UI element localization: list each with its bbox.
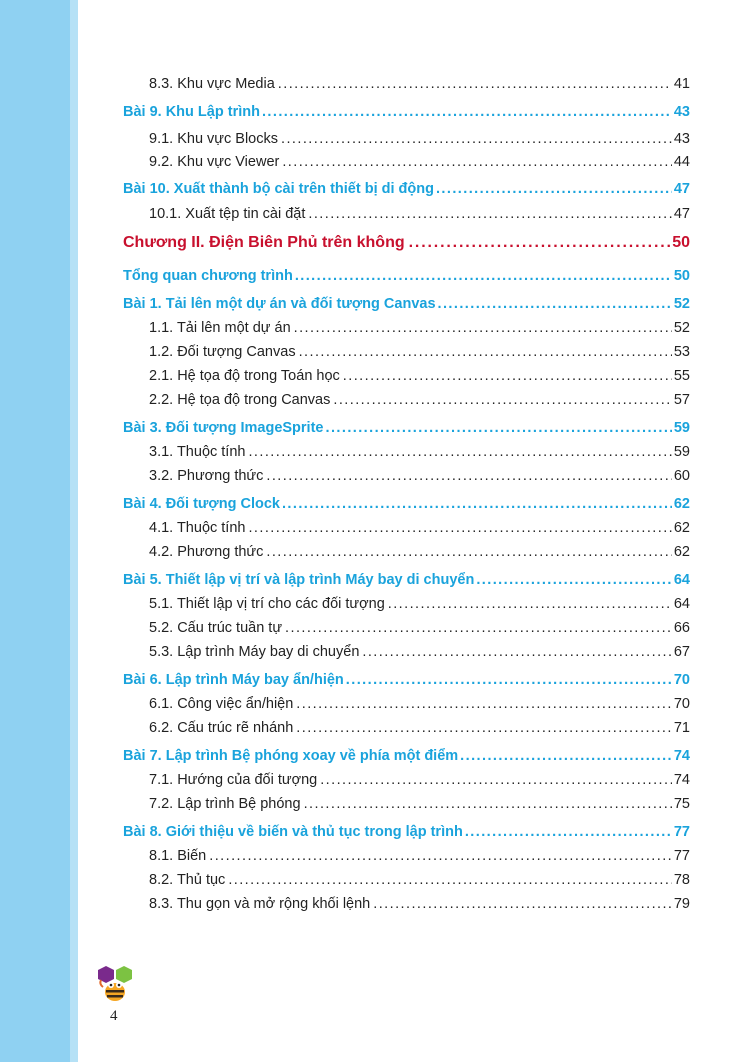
toc-entry-page: 75	[673, 796, 690, 812]
toc-dot-leader	[320, 772, 672, 788]
toc-entry-page: 50	[672, 234, 690, 251]
toc-dot-leader	[296, 696, 672, 712]
page-number: 4	[110, 1008, 118, 1024]
toc-entry-lesson	[123, 818, 690, 840]
toc-entry-title: 8.3. Thu gọn và mở rộng khối lệnh	[149, 896, 371, 912]
toc-entry-sub	[149, 514, 690, 536]
toc-entry-title: Bài 6. Lập trình Máy bay ẩn/hiện	[123, 672, 344, 688]
toc-entry-title: 10.1. Xuất tệp tin cài đặt	[149, 206, 306, 222]
toc-dot-leader	[278, 76, 672, 92]
toc-entry-page: 57	[673, 392, 690, 408]
toc-entry-title: Bài 1. Tải lên một dự án và đối tượng Canvas	[123, 296, 436, 312]
toc-entry-page: 67	[673, 644, 690, 660]
toc-dot-leader	[438, 296, 672, 312]
toc-entry-sub	[149, 438, 690, 460]
toc-entry-page: 55	[673, 368, 690, 384]
toc-entry-title: Bài 8. Giới thiệu về biến và thủ tục trong lập trình	[123, 824, 463, 840]
toc-entry-title: 2.1. Hệ tọa độ trong Toán học	[149, 368, 340, 384]
toc-entry-page: 47	[673, 206, 690, 222]
toc-entry-title: Chương II. Điện Biên Phủ trên không	[123, 234, 405, 251]
toc-entry-sub	[149, 386, 690, 408]
toc-entry-page: 64	[673, 596, 690, 612]
toc-entry-title: 6.2. Cấu trúc rẽ nhánh	[149, 720, 294, 736]
toc-entry-page: 59	[673, 420, 690, 436]
toc-entry-sub	[149, 690, 690, 712]
toc-entry-chapter	[123, 230, 690, 252]
toc-dot-leader	[266, 544, 671, 560]
toc-entry-sub	[149, 590, 690, 612]
toc-entry-title: 1.1. Tải lên một dự án	[149, 320, 291, 336]
toc-dot-leader	[281, 131, 672, 147]
toc-dot-leader	[460, 748, 672, 764]
toc-entry-lesson	[123, 566, 690, 588]
toc-entry-title: Bài 9. Khu Lập trình	[123, 104, 260, 120]
toc-dot-leader	[325, 420, 671, 436]
toc-dot-leader	[262, 104, 672, 120]
toc-entry-sub	[149, 714, 690, 736]
toc-entry-title: 9.2. Khu vực Viewer	[149, 154, 280, 170]
toc-dot-leader	[248, 520, 671, 536]
toc-entry-page: 62	[673, 496, 690, 512]
toc-entry-page: 59	[673, 444, 690, 460]
toc-dot-leader	[308, 206, 671, 222]
toc-entry-page: 47	[673, 181, 690, 197]
toc-entry-title: 3.1. Thuộc tính	[149, 444, 246, 460]
toc-entry-title: Bài 7. Lập trình Bệ phóng xoay về phía một điểm	[123, 748, 459, 764]
toc-entry-page: 62	[673, 520, 690, 536]
toc-entry-page: 41	[673, 76, 690, 92]
toc-entry-page: 70	[673, 696, 690, 712]
toc-entry-title: 8.3. Khu vực Media	[149, 76, 275, 92]
toc-entry-title: Bài 5. Thiết lập vị trí và lập trình Máy bay di chuyển	[123, 572, 475, 588]
toc-entry-page: 78	[673, 872, 690, 888]
left-color-strip	[0, 0, 78, 1062]
toc-dot-leader	[388, 596, 672, 612]
toc-entry-page: 70	[673, 672, 690, 688]
toc-dot-leader	[304, 796, 672, 812]
toc-entry-lesson	[123, 742, 690, 764]
toc-entry-sub	[149, 125, 690, 147]
toc-dot-leader	[333, 392, 671, 408]
toc-entry-page: 52	[673, 320, 690, 336]
toc-entry-sub	[149, 314, 690, 336]
toc-entry-sub	[149, 866, 690, 888]
toc-entry-page: 44	[673, 154, 690, 170]
toc-entry-lesson	[123, 490, 690, 512]
toc-entry-title: 7.1. Hướng của đối tượng	[149, 772, 318, 788]
toc-entry-title: Bài 10. Xuất thành bộ cài trên thiết bị di động	[123, 181, 434, 197]
table-of-contents	[123, 0, 690, 1062]
toc-entry-title: 1.2. Đối tượng Canvas	[149, 344, 296, 360]
toc-dot-leader	[209, 848, 672, 864]
toc-entry-lesson	[123, 290, 690, 312]
toc-dot-leader	[343, 368, 672, 384]
bee-logo-icon	[96, 964, 136, 1004]
toc-entry-title: 6.1. Công việc ẩn/hiện	[149, 696, 294, 712]
toc-entry-sub	[149, 462, 690, 484]
toc-dot-leader	[248, 444, 671, 460]
toc-entry-sub	[149, 766, 690, 788]
toc-entry-sub	[149, 790, 690, 812]
toc-dot-leader	[296, 720, 672, 736]
toc-entry-title: 5.2. Cấu trúc tuần tự	[149, 620, 283, 636]
toc-entry-page: 52	[673, 296, 690, 312]
toc-entry-page: 77	[673, 848, 690, 864]
toc-dot-leader	[294, 320, 672, 336]
toc-dot-leader	[266, 468, 671, 484]
toc-entry-lesson	[123, 175, 690, 197]
toc-entry-title: 5.3. Lập trình Máy bay di chuyển	[149, 644, 360, 660]
toc-entry-sub	[149, 842, 690, 864]
toc-entry-page: 77	[673, 824, 690, 840]
toc-entry-page: 66	[673, 620, 690, 636]
toc-dot-leader	[299, 344, 672, 360]
toc-entry-lesson	[123, 414, 690, 436]
toc-dot-leader	[362, 644, 671, 660]
toc-entry-title: Bài 4. Đối tượng Clock	[123, 496, 280, 512]
toc-entry-title: 7.2. Lập trình Bệ phóng	[149, 796, 301, 812]
toc-dot-leader	[373, 896, 672, 912]
toc-entry-sub	[149, 338, 690, 360]
toc-entry-page: 74	[673, 748, 690, 764]
toc-entry-title: 4.1. Thuộc tính	[149, 520, 246, 536]
toc-dot-leader	[409, 234, 671, 252]
toc-entry-page: 50	[673, 268, 690, 284]
toc-entry-title: 9.1. Khu vực Blocks	[149, 131, 278, 147]
toc-dot-leader	[228, 872, 672, 888]
toc-entry-title: 5.1. Thiết lập vị trí cho các đối tượng	[149, 596, 385, 612]
toc-entry-title: 8.1. Biến	[149, 848, 207, 864]
toc-entry-page: 43	[673, 131, 690, 147]
toc-dot-leader	[295, 268, 672, 284]
toc-entry-sub	[149, 538, 690, 560]
toc-entry-title: Bài 3. Đối tượng ImageSprite	[123, 420, 324, 436]
toc-dot-leader	[282, 154, 672, 170]
toc-entry-page: 71	[673, 720, 690, 736]
toc-dot-leader	[476, 572, 672, 588]
toc-dot-leader	[346, 672, 672, 688]
toc-entry-title: 4.2. Phương thức	[149, 544, 264, 560]
toc-entry-sub	[149, 638, 690, 660]
toc-entry-page: 79	[673, 896, 690, 912]
toc-dot-leader	[282, 496, 672, 512]
toc-dot-leader	[285, 620, 672, 636]
toc-entry-title: 2.2. Hệ tọa độ trong Canvas	[149, 392, 331, 408]
toc-entry-title: 8.2. Thủ tục	[149, 872, 226, 888]
toc-entry-page: 62	[673, 544, 690, 560]
toc-entry-title: 3.2. Phương thức	[149, 468, 264, 484]
toc-entry-page: 53	[673, 344, 690, 360]
toc-entry-sub	[149, 70, 690, 92]
toc-entry-sub	[149, 890, 690, 912]
toc-entry-sub	[149, 148, 690, 170]
toc-entry-sub	[149, 362, 690, 384]
toc-entry-lesson	[123, 666, 690, 688]
toc-entry-lesson	[123, 262, 690, 284]
left-strip-edge	[70, 0, 78, 1062]
toc-entry-page: 43	[673, 104, 690, 120]
toc-dot-leader	[436, 181, 672, 197]
toc-entry-title: Tổng quan chương trình	[123, 268, 293, 284]
toc-entry-page: 60	[673, 468, 690, 484]
toc-entry-sub	[149, 200, 690, 222]
toc-entry-lesson	[123, 98, 690, 120]
toc-dot-leader	[465, 824, 672, 840]
toc-entry-page: 74	[673, 772, 690, 788]
toc-entry-page: 64	[673, 572, 690, 588]
toc-entry-sub	[149, 614, 690, 636]
